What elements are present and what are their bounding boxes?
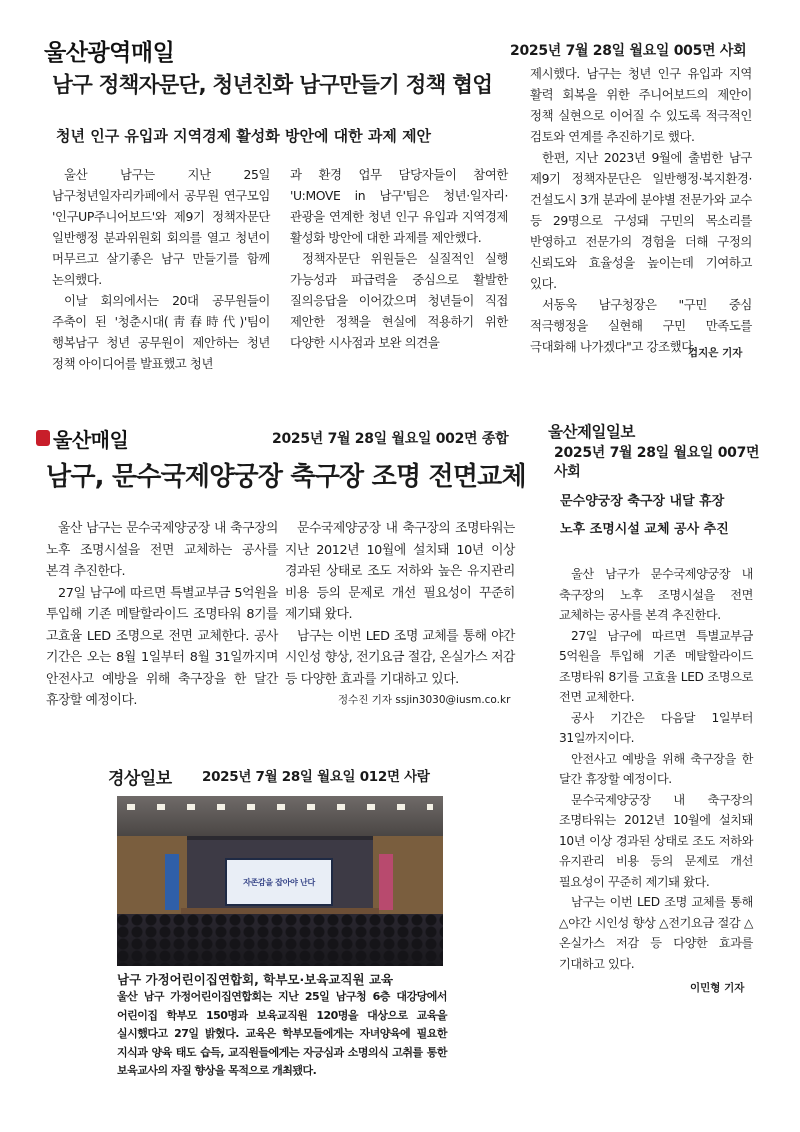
article3-para: 울산 남구가 문수국제양궁장 내 축구장의 노후 조명시설을 전면 교체하는 공사를 본격 추진한다. — [559, 567, 753, 622]
article1-headline: 남구 정책자문단, 청년친화 남구만들기 정책 협업 — [52, 73, 493, 98]
article2-col2-para: 남구는 이번 LED 조명 교체를 통해 야간 시인성 향상, 전기요금 절감, 온실가스 저감 등 다양한 효과를 기대하고 있다. — [285, 628, 515, 687]
article1-col3-para: 한편, 지난 2023년 9월에 출범한 남구 제9기 정책자문단은 일반행정·복지환경·건설도시 3개 분과에 분야별 전문가와 교수 등 29명으로 구성돼 구민의 목소리를 반영하고 전문가의 경험을 더해 구정의 신뢰도와 효율성을 높이는데 기여하고 있다. — [530, 150, 752, 291]
masthead-ulsan-maeil — [36, 424, 128, 453]
article3-byline: 이민형 기자 — [690, 982, 745, 994]
masthead-gyeongsang: 경상일보 — [108, 769, 172, 789]
article1-byline: 김지은 기자 — [688, 347, 743, 359]
article1-col3-para: 서동욱 남구청장은 "구민 중심 적극행정을 실현해 구민 만족도를 극대화해 나가겠다"고 강조했다. — [530, 297, 752, 354]
masthead-ulsan-gwangyeok: 울산광역매일 — [44, 40, 175, 66]
article3-subhead-1: 문수양궁장 축구장 내달 휴장 — [560, 494, 725, 509]
article3-subhead-2: 노후 조명시설 교체 공사 추진 — [560, 522, 729, 537]
article2-dateline: 2025년 7월 28일 월요일 002면 종합 — [272, 431, 509, 447]
article3-dateline: 2025년 7월 28일 월요일 007면 사회 — [554, 445, 760, 480]
article4-dateline: 2025년 7월 28일 월요일 012면 사람 — [202, 769, 430, 785]
article2-byline: 정수진 기자 ssjin3030@iusm.co.kr — [338, 694, 511, 706]
article3-para: 남구는 이번 LED 조명 교체를 통해 △야간 시인성 향상 △전기요금 절감 △온실가스 저감 등 다양한 효과를 기대하고 있다. — [559, 895, 753, 971]
photo-side-banner-left — [165, 854, 179, 910]
article1-dateline: 2025년 7월 28일 월요일 005면 사회 — [510, 43, 747, 59]
article2-col1-para: 울산 남구는 문수국제양궁장 내 축구장의 노후 조명시설을 전면 교체하는 공사를 본격 추진한다. — [46, 521, 278, 579]
article1-column-1 — [52, 164, 270, 374]
ulsan-maeil-logo-icon — [36, 430, 50, 446]
article1-col3-para: 제시했다. 남구는 청년 인구 유입과 지역 활력 회복을 위한 주니어보드의 제안이 정책 실현으로 이어질 수 있도록 적극적인 검토와 연계를 추진하기로 했다. — [530, 66, 752, 144]
masthead-ulsan-jeil: 울산제일일보 — [548, 423, 635, 441]
article2-col1-para: 27일 남구에 따르면 특별교부금 5억원을 투입해 기존 메탈할라이드 조명타워 8기를 고효율 LED 조명으로 전면 교체한다. 공사 기간은 오는 8월 1일부터 8월 31일까지며 안전사고 예방을 위해 축구장을 한 달간 휴장할 예정이다. — [46, 585, 278, 708]
article4-caption-title: 남구 가정어린이집연합회, 학부모·보육교직원 교육 — [117, 972, 394, 987]
article2-headline: 남구, 문수국제양궁장 축구장 조명 전면교체 — [46, 462, 526, 492]
article1-subhead: 청년 인구 유입과 지역경제 활성화 방안에 대한 과제 제안 — [56, 127, 432, 145]
article3-para: 공사 기간은 다음달 1일부터 31일까지이다. — [559, 710, 753, 745]
article4-caption-body: 울산 남구 가정어린이집연합회는 지난 25일 남구청 6층 대강당에서 어린이집 학부모 150명과 보육교직원 120명을 대상으로 교육을 실시했다고 27일 밝혔다. 교육은 학부모들에게는 자녀양육에 필요한 지식과 양육 태도 습득, 교직원들에게는 자긍심과 소명의식 고취를 통한 보육교사의 자질 향상을 목적으로 개최됐다. — [117, 990, 447, 1077]
article3-column — [559, 564, 753, 974]
photo-projection-screen — [225, 858, 333, 906]
article3-para: 문수국제양궁장 내 축구장의 조명타워는 2012년 10월에 설치돼 10년 이상 경과된 상태로 조도 저하와 유지관리 비용 등의 문제로 개선 필요성이 꾸준히 제기돼 왔다. — [559, 792, 753, 889]
photo-side-banner-right — [379, 854, 393, 910]
article1-col1-para: 이날 회의에서는 20대 공무원들이 주축이 된 '청춘시대(靑春時代)'팀이 행복남구 청년 공무원이 제안하는 청년 정책 아이디어를 발표했고 청년 — [52, 293, 270, 371]
photo-audience — [117, 914, 443, 966]
article3-para: 27일 남구에 따르면 특별교부금 5억원을 투입해 기존 메탈할라이드 조명타워 8기를 고효율 LED 조명으로 전면 교체한다. — [559, 628, 753, 704]
article1-column-3 — [530, 63, 752, 357]
article2-col2-para: 문수국제양궁장 내 축구장의 조명타워는 지난 2012년 10월에 설치돼 10년 이상 경과된 상태로 조도 저하와 높은 유지관리 비용 등의 문제로 개선 필요성이 꾸준히 제기돼 왔다. — [285, 521, 515, 622]
article2-column-2 — [285, 518, 515, 690]
event-photo — [117, 796, 443, 966]
ulsan-maeil-logo-text: 울산매일 — [53, 428, 129, 452]
article2-column-1 — [46, 518, 278, 712]
article1-col1-para: 울산 남구는 지난 25일 남구청년일자리카페에서 공무원 연구모임 '인구UP주니어보드'와 제9기 정책자문단 일반행정 분과위원회 회의를 열고 청년이 머무르고 살기좋은 남구 만들기를 함께 논의했다. — [52, 167, 270, 287]
article3-para: 안전사고 예방을 위해 축구장을 한 달간 휴장할 예정이다. — [559, 751, 753, 786]
photo-ceiling — [117, 796, 443, 836]
article1-col2-para: 정책자문단 위원들은 실질적인 실행 가능성과 파급력을 중심으로 활발한 질의응답을 이어갔으며 청년들이 직접 제안한 정책을 현실에 적용하기 위한 다양한 시사점과 보완 의견을 — [290, 251, 508, 350]
photo-screen-title: 자존감을 잡아야 난다 — [243, 877, 315, 887]
article1-column-2 — [290, 164, 508, 353]
photo-ceiling-lights — [127, 804, 433, 810]
article1-col2-para: 과 환경 업무 담당자들이 참여한 'U:MOVE in 남구'팀은 청년·일자리·관광을 연계한 청년 인구 유입과 지역경제 활성화 방안에 대한 과제를 제안했다. — [290, 167, 508, 245]
